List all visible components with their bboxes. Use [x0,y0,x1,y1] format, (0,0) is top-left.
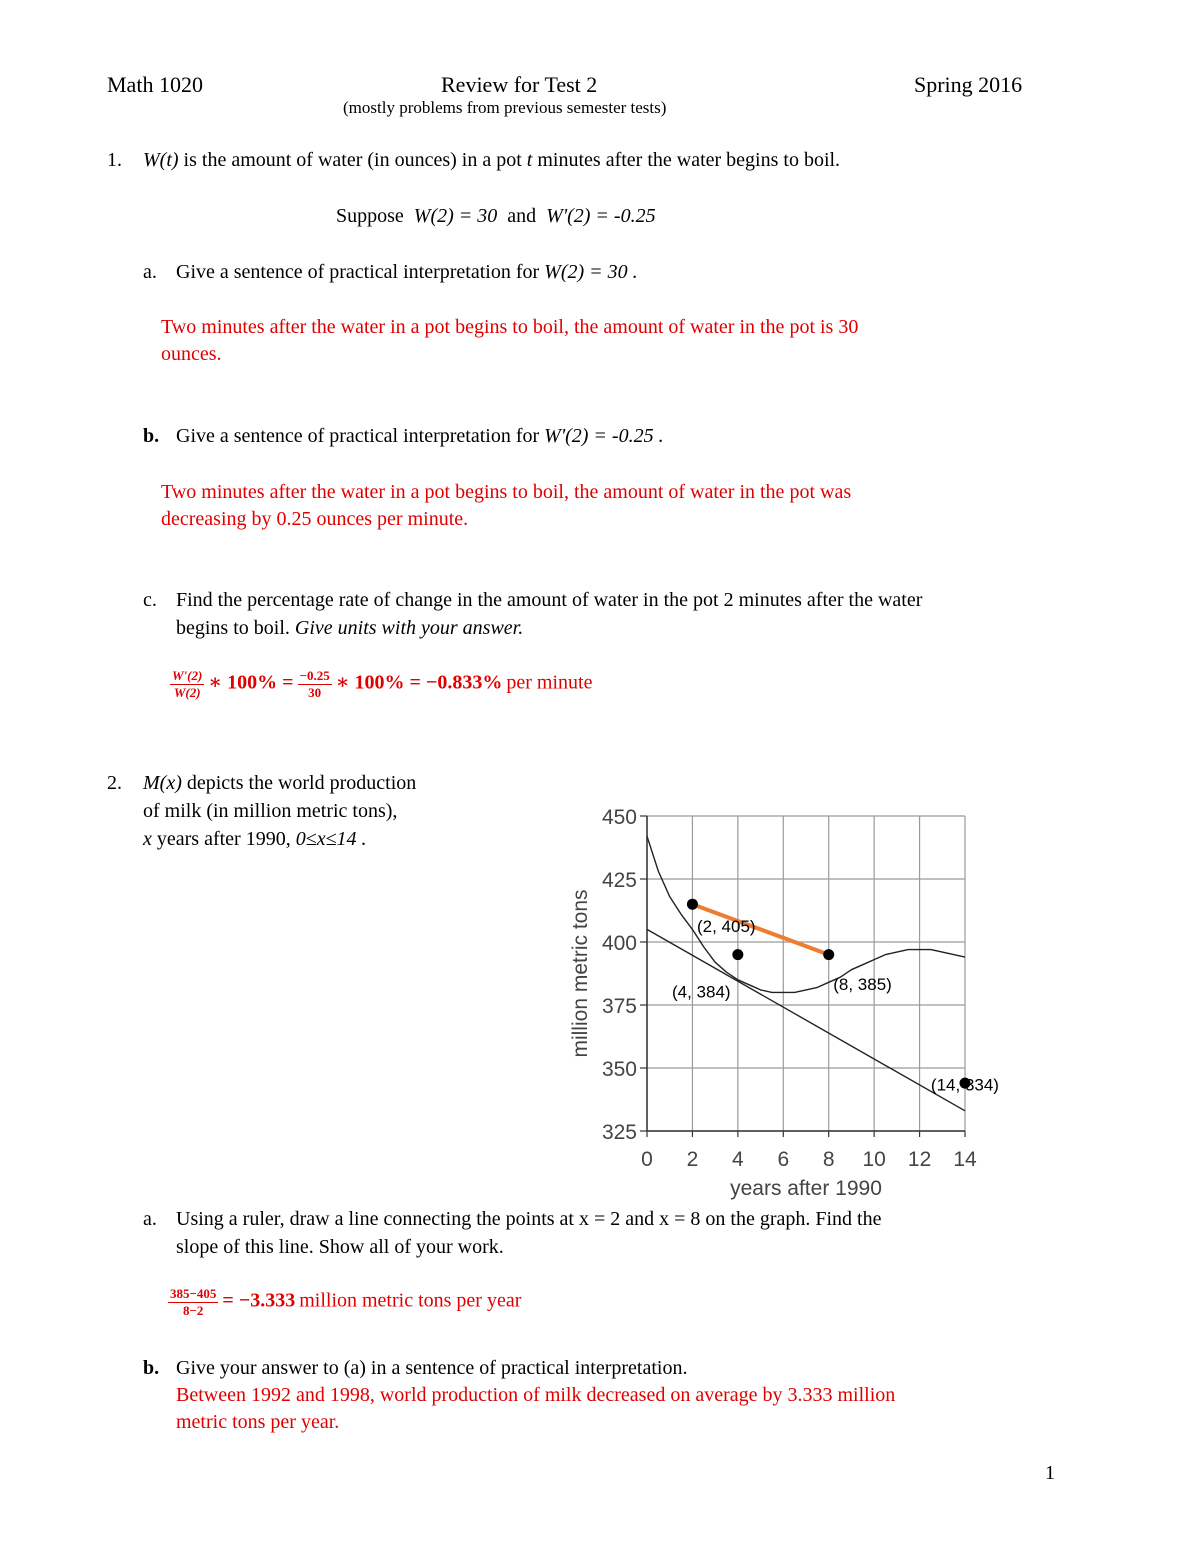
x-tick-label: 6 [777,1148,790,1171]
part-2b-answer-line-2: metric tons per year. [176,1411,340,1433]
part-1a-label: a. [143,261,157,283]
part-2a-question-line-2: slope of this line. Show all of your work. [176,1236,504,1258]
part-2b-label: b. [143,1357,160,1379]
point-annotation: (2, 405) [696,916,756,936]
x-tick-label: 2 [686,1148,699,1171]
problem-1-stem: W(t) is the amount of water (in ounces) in a pot t minutes after the water begins to boil. [143,149,841,171]
y-tick-label: 450 [601,806,637,829]
y-tick-label: 400 [601,932,637,955]
page-number: 1 [1045,1462,1055,1484]
x-axis-label: years after 1990 [730,1177,882,1200]
x-tick-label: 12 [907,1148,932,1171]
milk-production-chart [540,790,1020,1215]
data-point [732,949,743,960]
slope-fraction: $\frac{385-405}{8-2}$ [170,1286,217,1319]
part-1b-answer-line-1: Two minutes after the water in a pot begins to boil, the amount of water in the pot was [161,481,852,503]
x-tick-label: 4 [732,1148,744,1171]
part-1a-answer-line-2: ounces. [161,343,222,365]
part-2b-answer-line-1: Between 1992 and 1998, world production of milk decreased on average by 3.333 million [176,1384,896,1406]
course-name: Math 1020 [107,72,203,97]
part-1a-answer-line-1: Two minutes after the water in a pot begins to boil, the amount of water in the pot is 30 [161,316,859,338]
series-curve [647,836,965,992]
part-1b-label: b. [143,425,160,447]
x-tick-label: 14 [953,1148,977,1171]
problem-1-number: 1. [107,149,122,171]
term: Spring 2016 [914,72,1023,97]
part-1c-answer-formula: $\frac{W'(2)}{W(2)}$ ∗ 100% = $\frac{-0.25}{30}$ ∗ 100% = −0.833% per minute [172,668,593,701]
problem-2-line-2: of milk (in million metric tons), [143,800,398,822]
problem-2-line-3: x years after 1990, 0≤x≤14 . [143,828,367,850]
point-annotation: (4, 384) [671,982,731,1002]
data-point [687,899,698,910]
part-2a-answer-formula: $\frac{385-405}{8-2}$ = −3.333 million metric tons per year [170,1286,522,1319]
y-tick-label: 325 [601,1121,637,1144]
x-tick-label: 8 [822,1148,835,1171]
data-point [823,949,834,960]
part-1c-question-line-2: begins to boil. Give units with your answer. [176,617,524,639]
x-tick-label: 10 [862,1148,886,1171]
point-annotation: (8, 385) [833,974,892,994]
y-tick-label: 350 [601,1058,637,1081]
part-1b-question: Give a sentence of practical interpretation for W'(2) = -0.25 . [176,425,664,447]
y-tick-label: 375 [601,995,637,1018]
part-1c-question-line-1: Find the percentage rate of change in the amount of water in the pot 2 minutes after the water [176,589,923,611]
x-tick-label: 0 [641,1148,653,1171]
problem-2-line-1: M(x) depicts the world production [143,772,417,794]
subtitle: (mostly problems from previous semester tests) [343,98,667,117]
y-tick-label: 425 [601,869,637,892]
fraction-w-prime-over-w: $\frac{W'(2)}{W(2)}$ [172,668,203,701]
document-title: Review for Test 2 [441,72,598,97]
problem-2-number: 2. [107,772,122,794]
part-1c-label: c. [143,589,157,611]
part-2a-question-line-1: Using a ruler, draw a line connecting the points at x = 2 and x = 8 on the graph. Find the [176,1208,882,1230]
fraction-value: $\frac{-0.25}{30}$ [299,668,330,701]
part-1b-answer-line-2: decreasing by 0.25 ounces per minute. [161,508,469,530]
part-2a-label: a. [143,1208,157,1230]
part-2b-question: Give your answer to (a) in a sentence of practical interpretation. [176,1357,688,1379]
series-line [647,929,965,1110]
part-1a-question: Give a sentence of practical interpretation for W(2) = 30 . [176,261,638,283]
point-annotation: (14, 334) [930,1075,999,1095]
y-axis-label: million metric tons [569,889,592,1058]
problem-1-given: Suppose W(2) = 30 and W'(2) = -0.25 [336,205,656,227]
